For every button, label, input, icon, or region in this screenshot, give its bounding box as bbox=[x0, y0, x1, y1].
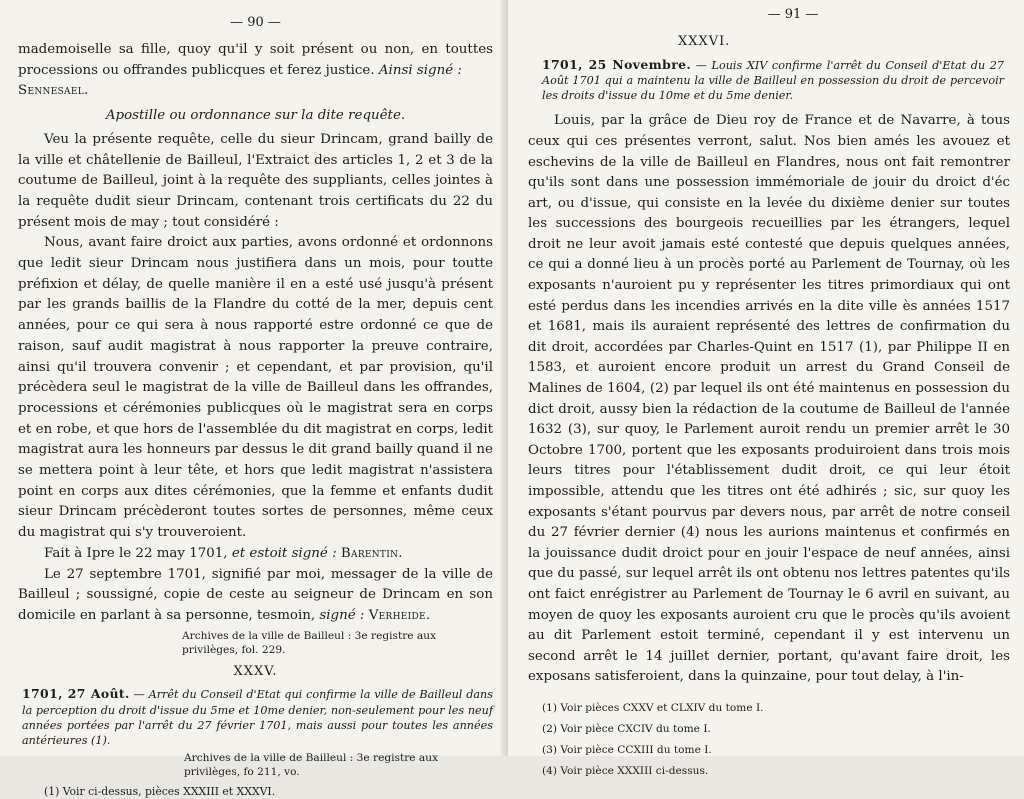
section-heading-xxxvi: XXXVI. bbox=[678, 34, 731, 49]
signification-text: Le 27 septembre 1701, signifié par moi, messager de la ville de Bailleul ; soussigné, copie de ceste au seigneur de Drincam en son domicile en parlant à sa personne, tesmoin, bbox=[18, 566, 493, 623]
signature-verheide: Verheide. bbox=[368, 607, 431, 623]
paragraph-fait bbox=[18, 544, 493, 565]
paragraph-signification bbox=[18, 565, 493, 627]
apostille-heading: Apostille ou ordonnance sur la dite requête. bbox=[105, 108, 406, 124]
summary-xxxv bbox=[18, 686, 493, 748]
right-page bbox=[507, 0, 1024, 777]
footnote-3: (3) Voir pièce CCXIII du tome I. bbox=[542, 743, 712, 756]
fait-text: Fait à Ipre le 22 may 1701, bbox=[44, 545, 228, 561]
paragraph-ordonnance: Nous, avant faire droict aux parties, avons ordonné et ordonnons que ledit sieur Drincam nous justifiera dans un mois, pour toutte préfixion et délay, de quelle manière il en a esté usé jusqu'à présent par les grands baillis de la Flandre du cotté de la mer, depuis cent années, pour ce qui sera à nous rapporté estre ordonné ce que de raison, sauf audit magistrat à nous rapporter la preuve contraire, ainsi qu'il trouvera convenir ; et cependant, et par provision, qu'il précèdera seul le magistrat de la ville de Bailleul dans les offrandes, processions et cérémonies publicques où le magistrat sera en corps et en robe, et que hors de l'assemblée du dit magistrat en corps, ledit magistrat aura les honneurs par dessus le dit grand bailly quand il ne se mettera point à leur tête, et hors que ledit magistrat n'assistera point en corps aux dites cérémonies, que la femme et enfants dudit sieur Drincam précèderont toutes sortes de personnes, même ceux du magistrat qui s'y trouveroient. bbox=[18, 235, 493, 541]
page-number-right: — 91 — bbox=[767, 7, 819, 22]
signature-barentin: Barentin. bbox=[340, 545, 403, 561]
section-heading-xxxv: XXXV. bbox=[233, 663, 278, 679]
footnote-4: (4) Voir pièce XXXIII ci-dessus. bbox=[542, 764, 709, 777]
paragraph-veu: Veu la présente requête, celle du sieur Drincam, grand bailly de la ville et châtellenie de Bailleul, l'Extraict des articles 1, 2 et 3 de la coutume de Bailleul, joint à la requête des suppliants, celles jointes à la requête dudit sieur Drincam, contenant trois certificats du 22 du présent mois de may ; tout considéré : bbox=[18, 131, 493, 230]
footnotes-right bbox=[528, 698, 1010, 782]
archive-reference-1: Archives de la ville de Bailleul : 3e registre aux privilèges, fol. 229. bbox=[182, 629, 437, 656]
paragraph-louis: Louis, par la grâce de Dieu roy de France et de Navarre, à tous ceux qui ces présentes verront, salut. Nos bien amés les avouez et eschevins de la ville de Bailleul en Flandres, nous ont fait remontrer qu'ils sont dans une possession immémoriale de jouir du droict d'éc art, ou d'issue, qui consiste en la levée du dixième denier sur toutes les successions des bourgeois recueillies par les étrangers, lequel droit ne leur avoit jamais esté contesté que depuis quelques années, ce qui a donné lieu à un procès porté au Parlement de Tournay, où les exposants n'auroient pu y représenter les titres primordiaux qui ont esté perdus dans les incendies arrivés en la dite ville ès années 1517 et 1681, mais ils auraient représenté des lettres de confirmation du dit droit, accordées par Charles-Quint en 1517 (1), par Philippe II en 1583, et auroient encore produit un arrest du Grand Conseil de Malines de 1604, (2) par lequel ils ont été maintenus en possession du dict droit, aussy bien la rédaction de la coutume de Bailleul de l'année 1632 (3), sur quoy, le Parlement auroit rendu un premier arrêt le 30 Octobre 1700, portent que les exposants produiroient dans trois mois leurs titres pour l'établissement dudit droit, ce qui leur étoit impossible, attendu que les titres ont été adhirés ; sic, sur quoy les exposants s'étant pourvus par devers nous, par arrêt de notre conseil du 27 février dernier (4) nous les aurions maintenus et confirmés en la jouissance dudit droict pour en jouir l'espace de neuf années, ainsi que du passé, sur lequel arrêt ils ont obtenu nos lettres patentes qu'ils ont faict enrégistrer au Parlement de Tournay le 6 avril en suivant, au moyen de quoy les exposants auroient cru que le procès qu'ils avoient au dit Parlement estoit terminé, cependant il y est intervenu un second arrêt le 14 juillet dernier, portant, qu'avant faire droit, les exposans satisferoient, dans la quinzaine, pour tout delay, à l'in- bbox=[528, 113, 1010, 685]
footnote-left: (1) Voir ci-dessus, pièces XXXIII et XXXVI. bbox=[44, 785, 276, 799]
signification-signed-label: signé : bbox=[319, 607, 365, 623]
opening-text: mademoiselle sa fille, quoy qu'il y soit présent ou non, en touttes processions ou offrandes publicques et ferez justice. bbox=[18, 42, 493, 78]
fait-signed-label: et estoit signé : bbox=[231, 545, 337, 561]
summary-date-xxxvi: 1701, 25 Novembre. bbox=[542, 56, 692, 72]
summary-xxxvi bbox=[528, 57, 1010, 104]
letters-patent-body bbox=[528, 111, 1010, 688]
footnote-1: (1) Voir pièces CXXV et CLXIV du tome I. bbox=[542, 701, 764, 714]
summary-text-xxxv: — Arrêt du Conseil d'Etat qui confirme la ville de Bailleul dans la perception du droit d'issue du 5me et 10me denier, non-seulement pour les neuf années portées par l'arrêt du 27 février 1701, mais aussi pour toutes les années antérieures (1). bbox=[22, 688, 493, 747]
left-page bbox=[0, 0, 507, 799]
signature-sennesael: Sennesael. bbox=[18, 83, 89, 99]
paragraph-opening bbox=[18, 40, 493, 102]
archive-reference-2: Archives de la ville de Bailleul : 3e registre aux privilèges, fo 211, vo. bbox=[184, 752, 439, 779]
summary-text-xxxvi: — Louis XIV confirme l'arrêt du Conseil d'Etat du 27 Août 1701 qui a maintenu la ville de Bailleul en possession du droit de percevoir les droits d'issue du 10me et du 5me denier. bbox=[542, 58, 1005, 103]
signed-label: Ainsi signé : bbox=[378, 62, 462, 78]
page-number-left: — 90 — bbox=[230, 15, 281, 30]
summary-date-xxxv: 1701, 27 Août. bbox=[22, 686, 130, 702]
footnote-2: (2) Voir pièce CXCIV du tome I. bbox=[542, 722, 711, 735]
